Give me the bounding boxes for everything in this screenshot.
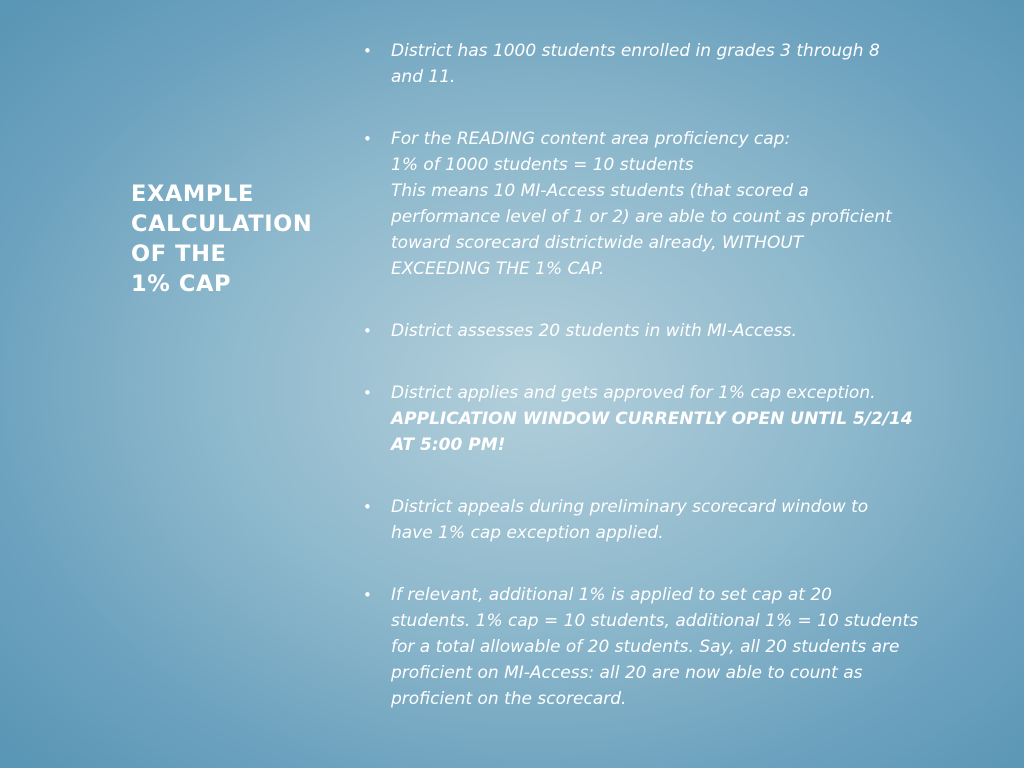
bullet-item bbox=[363, 318, 975, 344]
bullet-text-line: for a total allowable of 20 students. Say, all 20 students are bbox=[391, 637, 900, 657]
bullet-text-line: and 11. bbox=[391, 67, 456, 87]
bullet-item bbox=[363, 582, 975, 712]
bullet-item bbox=[363, 494, 975, 546]
bullet-text-line: toward scorecard districtwide already, WITHOUT bbox=[391, 233, 804, 253]
slide-title bbox=[131, 179, 351, 299]
slide-title-line: EXAMPLE bbox=[131, 181, 254, 207]
slide-title-line: CALCULATION bbox=[131, 211, 313, 237]
bullet-item bbox=[363, 126, 975, 282]
bullet-dot-icon: • bbox=[363, 498, 372, 516]
bullet-text-line: proficient on MI-Access: all 20 are now able to count as bbox=[391, 663, 863, 683]
bullet-text-line: District has 1000 students enrolled in grades 3 through 8 bbox=[391, 41, 880, 61]
bullet-list bbox=[363, 38, 975, 712]
bullet-dot-icon: • bbox=[363, 586, 372, 604]
bullet-dot-icon: • bbox=[363, 130, 372, 148]
bullet-dot-icon: • bbox=[363, 42, 372, 60]
bullet-text-line: EXCEEDING THE 1% CAP. bbox=[391, 259, 605, 279]
bullet-emphasis-line: APPLICATION WINDOW CURRENTLY OPEN UNTIL 5/2/14 bbox=[391, 409, 913, 429]
bullet-text-line: This means 10 MI-Access students (that scored a bbox=[391, 181, 809, 201]
bullet-text-line: proficient on the scorecard. bbox=[391, 689, 627, 709]
bullet-emphasis-line: AT 5:00 PM! bbox=[391, 435, 506, 455]
slide-title-line: OF THE bbox=[131, 241, 227, 267]
bullet-text-line: 1% of 1000 students = 10 students bbox=[391, 155, 694, 175]
bullet-dot-icon: • bbox=[363, 384, 372, 402]
bullet-text-line: District appeals during preliminary scorecard window to bbox=[391, 497, 869, 517]
bullet-text-line: If relevant, additional 1% is applied to set cap at 20 bbox=[391, 585, 832, 605]
bullet-text-line: students. 1% cap = 10 students, additional 1% = 10 students bbox=[391, 611, 919, 631]
bullet-text-line: performance level of 1 or 2) are able to count as proficient bbox=[391, 207, 892, 227]
bullet-text-line: have 1% cap exception applied. bbox=[391, 523, 664, 543]
bullet-item bbox=[363, 380, 975, 458]
bullet-item bbox=[363, 38, 975, 90]
slide-title-line: 1% CAP bbox=[131, 271, 232, 297]
bullet-text-line: District applies and gets approved for 1% cap exception. bbox=[391, 383, 876, 403]
bullet-text-line: For the READING content area proficiency cap: bbox=[391, 129, 791, 149]
bullet-dot-icon: • bbox=[363, 322, 372, 340]
bullet-text-line: District assesses 20 students in with MI-Access. bbox=[391, 321, 797, 341]
